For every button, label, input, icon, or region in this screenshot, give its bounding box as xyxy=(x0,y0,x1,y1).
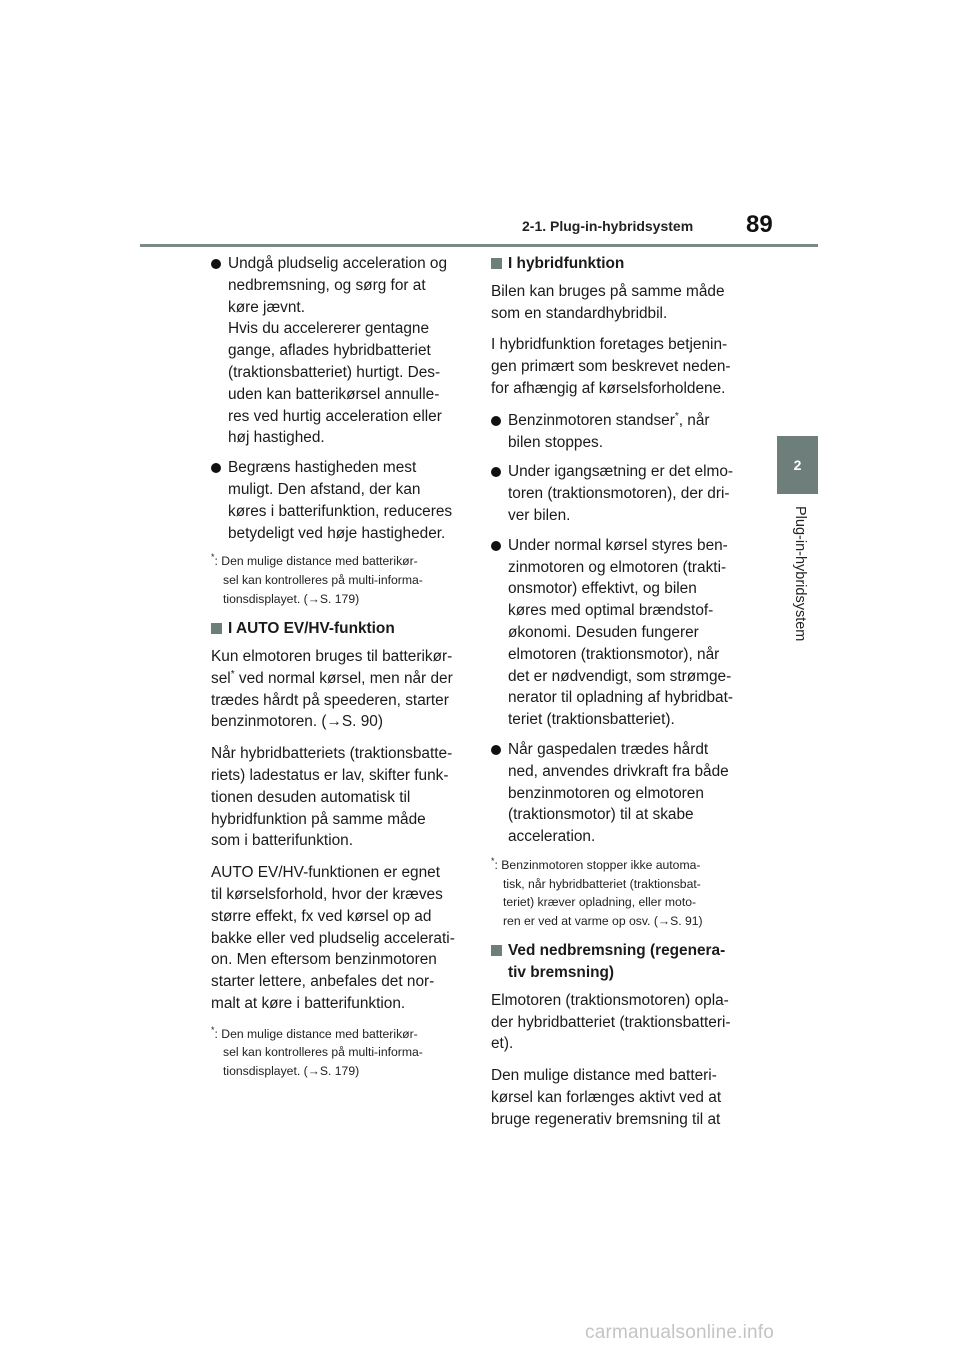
chapter-tab[interactable]: 2 xyxy=(777,436,818,494)
bullet-text: Benzinmotoren standser*, når bilen stoppes. xyxy=(508,410,710,451)
bullet-dot-icon xyxy=(211,463,221,473)
paragraph: Den mulige distance med batteri- kørsel kan forlænges aktivt ved at bruge regenerativ bremsning til at xyxy=(491,1067,722,1128)
header-divider xyxy=(140,244,818,247)
square-bullet-icon xyxy=(491,258,502,269)
page-reference-link[interactable]: ren er ved at varme op osv. (→S. 91) xyxy=(503,913,703,928)
paragraph: Når hybridbatteriets (traktionsbatte- riets) ladestatus er lav, skifter funk- tionen desuden automatisk til hybridfunktion på samme måde som i batterifunktion. xyxy=(211,745,453,850)
footnote: *: Den mulige distance med batterikør- sel kan kontrolleres på multi-informa- tionsdisplayet. (→S. 179) xyxy=(211,1025,473,1081)
bullet-text: Begræns hastigheden mest muligt. Den afstand, der kan køres i batterifunktion, reduceres betydeligt ved høje hastigheder. xyxy=(228,459,453,542)
left-column xyxy=(211,253,473,1090)
bullet-dot-icon xyxy=(491,416,501,426)
chapter-side-label-text: Plug-in-hybridsystem xyxy=(792,506,808,642)
bullet-item xyxy=(211,253,473,449)
bullet-item xyxy=(491,410,753,454)
page-reference-link[interactable]: benzinmotoren. (→S. 90) xyxy=(211,713,383,731)
paragraph: AUTO EV/HV-funktionen er egnet til kørselsforhold, hvor der kræves større effekt, fx ved kørsel op ad bakke eller ved pludselig accelerati- on. Men eftersom benzinmotoren starter lettere, anbefales det nor- malt at køre i batterifunktion. xyxy=(211,864,455,1012)
bullet-dot-icon xyxy=(491,467,501,477)
bullet-dot-icon xyxy=(491,745,501,755)
bullet-text: Undgå pludselig acceleration og nedbremsning, og sørg for at køre jævnt. Hvis du accelererer gentagne gange, aflades hybridbatteriet (traktionsbatteriet) hurtigt. Des- uden kan batterikørsel annulle- res ved hurtig acceleration eller høj hastighed. xyxy=(228,255,448,447)
square-bullet-icon xyxy=(491,945,502,956)
bullet-item xyxy=(491,461,753,526)
section-heading: I hybridfunktion xyxy=(491,253,753,275)
chapter-side-label xyxy=(784,506,814,656)
square-bullet-icon xyxy=(211,623,222,634)
bullet-dot-icon xyxy=(211,259,221,269)
page-reference-link[interactable]: tionsdisplayet. (→S. 179) xyxy=(223,1063,360,1078)
bullet-text: Når gaspedalen trædes hårdt ned, anvendes drivkraft fra både benzinmotoren og elmotoren (traktionsmotor) til at skabe acceleration. xyxy=(508,740,729,846)
bullet-dot-icon xyxy=(491,541,501,551)
watermark: carmanualsonline.info xyxy=(585,1322,775,1343)
paragraph: Bilen kan bruges på samme måde som en standardhybridbil. xyxy=(491,282,725,322)
page-number: 89 xyxy=(746,211,773,238)
footnote: *: Benzinmotoren stopper ikke automa- tisk, når hybridbatteriet (traktionsbat- teriet) kræver opladning, eller moto- ren er ved at varme op osv. (→S. 91) xyxy=(491,856,753,930)
bullet-item xyxy=(211,457,473,544)
section-heading: I AUTO EV/HV-funktion xyxy=(211,618,473,640)
paragraph: I hybridfunktion foretages betjenin- gen primært som beskrevet neden- for afhængig af kørselsforholdene. xyxy=(491,336,731,397)
bullet-item xyxy=(491,535,753,731)
section-title: 2-1. Plug-in-hybridsystem xyxy=(522,218,694,234)
paragraph: Elmotoren (traktionsmotoren) opla- der hybridbatteriet (traktionsbatteri- et). xyxy=(491,991,731,1053)
paragraph: Kun elmotoren bruges til batterikør- sel* ved normal kørsel, men når der trædes hårdt på speederen, starter benzinmotoren. (→S. 90) xyxy=(211,647,453,731)
right-column xyxy=(491,253,753,1141)
bullet-text: Under normal kørsel styres ben- zinmotoren og elmotoren (trakti- onsmotor) effektivt, og bilen køres med optimal brændstof- økonomi. Desuden fungerer elmotoren (traktionsmotor), når det er nødvendigt, som strømge- nerator til opladning af hybridbat- teriet (traktionsbatteriet). xyxy=(508,536,734,729)
section-heading: Ved nedbremsning (regenera- tiv bremsning) xyxy=(491,940,753,984)
page-reference-link[interactable]: tionsdisplayet. (→S. 179) xyxy=(223,591,360,606)
bullet-text: Under igangsætning er det elmo- toren (traktionsmotoren), der dri- ver bilen. xyxy=(508,463,733,524)
footnote: *: Den mulige distance med batterikør- sel kan kontrolleres på multi-informa- tionsdisplayet. (→S. 179) xyxy=(211,552,473,608)
bullet-item xyxy=(491,739,753,848)
